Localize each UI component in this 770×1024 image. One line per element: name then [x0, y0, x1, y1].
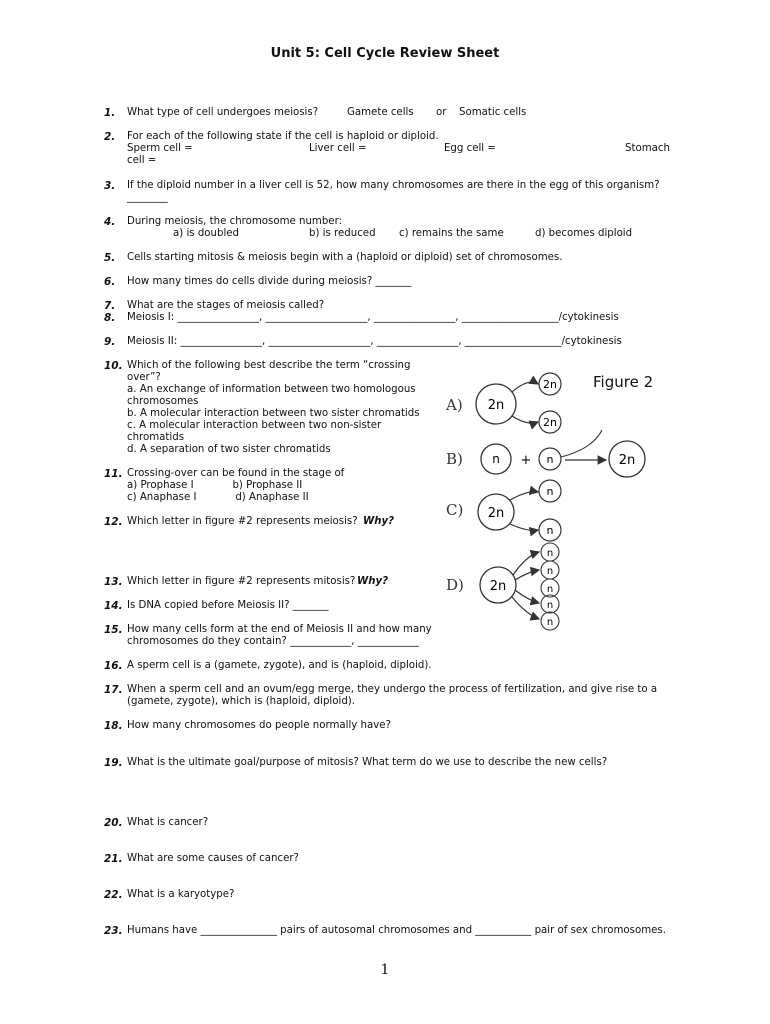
option-b: b) is reduced	[309, 228, 376, 239]
cell-a-daughter-label: 2n	[543, 416, 557, 429]
label-c: C)	[446, 501, 464, 519]
arrow	[512, 597, 539, 619]
question-text: What is the ultimate goal/purpose of mitosis? What term do we use to describe the new cells?	[127, 757, 608, 768]
why-emphasis: Why?	[363, 516, 395, 527]
question-number: 9.	[104, 336, 116, 348]
question-number: 19.	[104, 757, 123, 769]
cell-b-sperm-label: n	[546, 453, 554, 466]
option-d: d. A separation of two sister chromatids	[127, 444, 331, 455]
figure-caption: Figure 2	[593, 373, 654, 391]
question-number: 10.	[104, 360, 123, 372]
question-text: (gamete, zygote), which is (haploid, diploid).	[127, 696, 356, 707]
question-text: Cells starting mitosis & meiosis begin with a (haploid or diploid) set of chromosomes.	[127, 252, 563, 263]
option-a: a. An exchange of information between two homologous	[127, 384, 416, 395]
question-number: 20.	[104, 817, 123, 829]
question-text: What are some causes of cancer?	[127, 853, 299, 864]
option-c: c. A molecular interaction between two non-sister	[127, 420, 382, 431]
question-text: What is cancer?	[127, 817, 209, 828]
question-text: over”?	[127, 372, 161, 383]
question-text: chromosomes do they contain? ____________, ____________	[127, 636, 419, 647]
option-a-cont: chromosomes	[127, 396, 199, 407]
question-number: 15.	[104, 624, 123, 636]
question-text: Which letter in figure #2 represents mitosis?	[127, 576, 356, 587]
stomach-label: Stomach	[625, 143, 670, 154]
question-text: During meiosis, the chromosome number:	[127, 216, 343, 227]
cell-d-daughter-label: n	[546, 548, 554, 559]
cell-d-daughter-label: n	[546, 566, 554, 577]
question-text: Humans have _______________ pairs of autosomal chromosomes and ___________ pair of sex chromosomes.	[127, 925, 666, 936]
option-b: b. A molecular interaction between two sister chromatids	[127, 408, 420, 419]
choice-gamete: Gamete cells	[347, 107, 414, 118]
answer-blank: ________	[127, 192, 168, 203]
arrow	[510, 524, 538, 530]
question-text: Meiosis II: ________________, ____________________, ________________, ___________________/cytokinesis	[127, 336, 622, 347]
question-number: 1.	[104, 107, 116, 119]
question-number: 13.	[104, 576, 123, 588]
question-number: 3.	[104, 180, 116, 192]
label-b: B)	[446, 450, 463, 468]
egg-cell-label: Egg cell =	[444, 143, 496, 154]
choice-somatic: Somatic cells	[459, 107, 527, 118]
question-number: 5.	[104, 252, 116, 264]
question-text: Which letter in figure #2 represents meiosis?	[127, 516, 358, 527]
question-text: How many times do cells divide during meiosis? _______	[127, 276, 412, 287]
question-text: How many cells form at the end of Meiosis II and how many	[127, 624, 432, 635]
label-d: D)	[446, 576, 464, 594]
question-number: 8.	[104, 312, 116, 324]
question-number: 11.	[104, 468, 123, 480]
question-text: Is DNA copied before Meiosis II? _______	[127, 600, 329, 611]
cell-c-daughter-label: n	[546, 485, 554, 498]
options-row-1: a) Prophase I b) Prophase II	[127, 480, 303, 491]
arrow	[515, 570, 539, 580]
question-text: What type of cell undergoes meiosis?	[127, 107, 319, 118]
cell-b-zygote-label: 2n	[618, 453, 636, 468]
question-number: 23.	[104, 925, 123, 937]
cell-c-parent-label: 2n	[487, 506, 505, 521]
question-text: What are the stages of meiosis called?	[127, 300, 325, 311]
arrow	[515, 590, 539, 603]
question-text: Meiosis I: ________________, ____________________, ________________, ___________________/cytokinesis	[127, 312, 619, 323]
cell-d-daughter-label: n	[546, 584, 554, 595]
cell-a-daughter-label: 2n	[543, 378, 557, 391]
cell-d-daughter-label: n	[546, 600, 554, 611]
question-number: 4.	[104, 216, 116, 228]
option-c-cont: chromatids	[127, 432, 185, 443]
question-text: If the diploid number in a liver cell is 52, how many chromosomes are there in the egg of this organism?	[127, 180, 660, 191]
choice-or: or	[436, 107, 447, 118]
question-number: 2.	[104, 131, 116, 143]
cell-c-daughter-label: n	[546, 524, 554, 537]
question-number: 6.	[104, 276, 116, 288]
page-title: Unit 5: Cell Cycle Review Sheet	[270, 46, 500, 61]
sperm-tail	[561, 430, 602, 457]
question-number: 14.	[104, 600, 123, 612]
question-text: Which of the following best describe the term “crossing	[127, 360, 411, 371]
arrow	[510, 492, 538, 500]
question-number: 17.	[104, 684, 123, 696]
why-emphasis: Why?	[357, 576, 389, 587]
label-a: A)	[446, 396, 463, 414]
question-text: Crossing-over can be found in the stage of	[127, 468, 345, 479]
options-row-2: c) Anaphase I d) Anaphase II	[127, 492, 309, 503]
cell-d-parent-label: 2n	[489, 579, 507, 594]
question-number: 22.	[104, 889, 123, 901]
option-a: a) is doubled	[173, 228, 240, 239]
figure-2-diagram	[440, 360, 665, 640]
page-number: 1	[380, 962, 390, 978]
question-number: 7.	[104, 300, 116, 312]
arrow	[512, 382, 538, 392]
cell-b-egg-label: n	[492, 452, 500, 466]
arrow	[513, 552, 539, 575]
question-text: How many chromosomes do people normally have?	[127, 720, 391, 731]
question-number: 12.	[104, 516, 123, 528]
plus-sign: +	[520, 453, 532, 468]
question-number: 16.	[104, 660, 123, 672]
option-c: c) remains the same	[399, 228, 504, 239]
option-d: d) becomes diploid	[535, 228, 633, 239]
question-number: 21.	[104, 853, 123, 865]
stomach-cell-tail: cell =	[127, 155, 157, 166]
sperm-cell-label: Sperm cell =	[127, 143, 193, 154]
question-text: When a sperm cell and an ovum/egg merge, they undergo the process of fertilization, and give rise to a	[127, 684, 658, 695]
arrow	[512, 416, 538, 423]
question-number: 18.	[104, 720, 123, 732]
question-text: What is a karyotype?	[127, 889, 235, 900]
question-text: For each of the following state if the cell is haploid or diploid.	[127, 131, 439, 142]
cell-d-daughter-label: n	[546, 617, 554, 628]
cell-a-parent-label: 2n	[487, 398, 505, 413]
question-text: A sperm cell is a (gamete, zygote), and is (haploid, diploid).	[127, 660, 432, 671]
liver-cell-label: Liver cell =	[309, 143, 367, 154]
